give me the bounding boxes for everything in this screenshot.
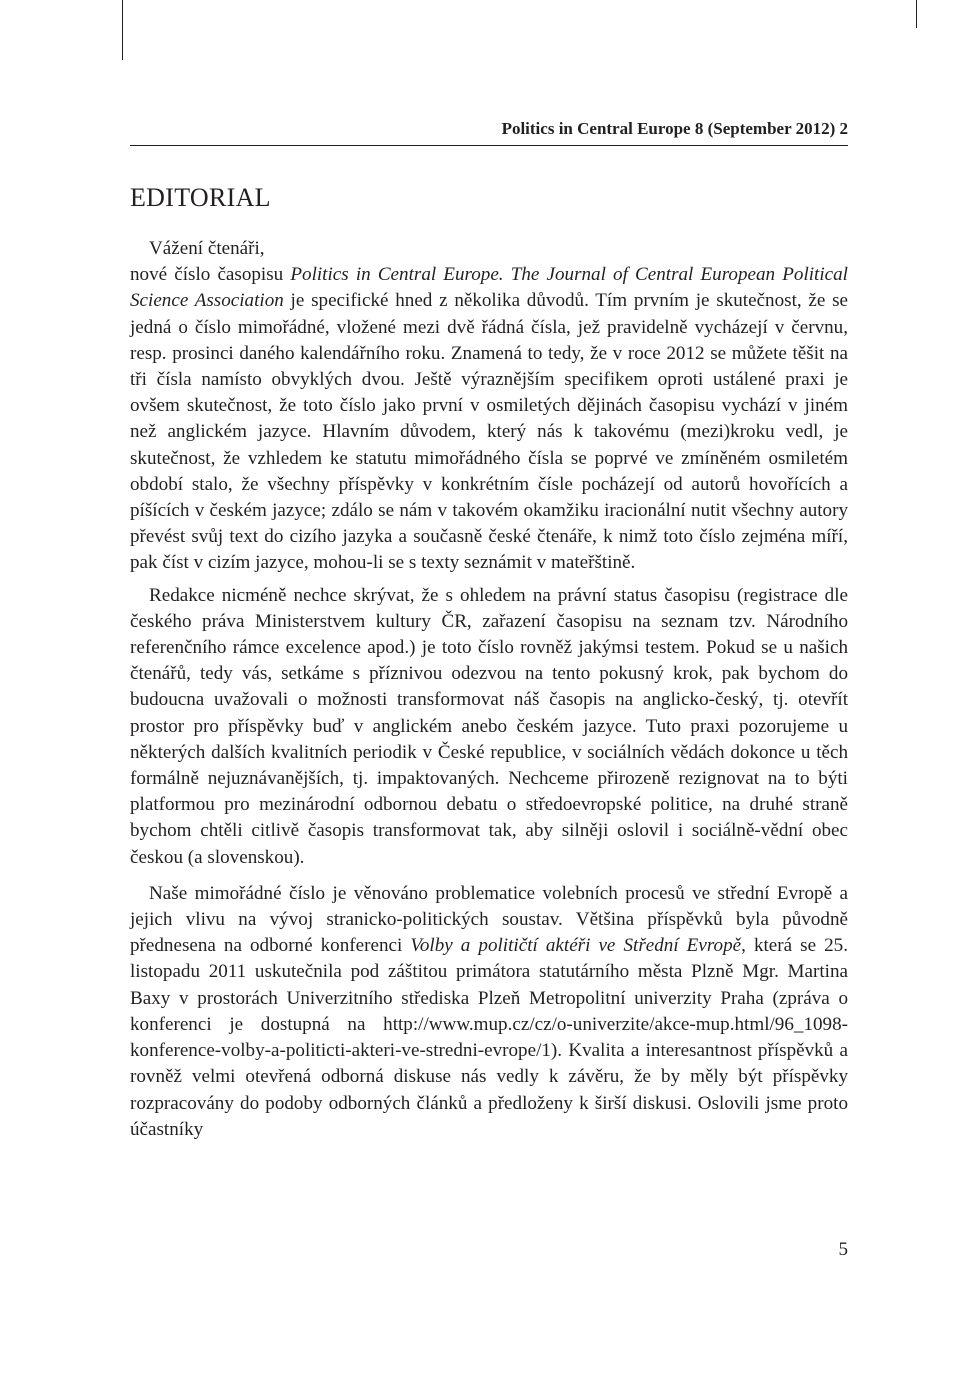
section-title: EDITORIAL: [130, 183, 271, 213]
paragraph-2: Redakce nicméně nechce skrývat, že s ohledem na právní status časopisu (registrace dle českého práva Ministerstvem kultury ČR, zařazení časopisu na seznam tzv. Národního referenčního rámce excelence apod.) je toto číslo rovněž jakýmsi testem. Pokud se u našich čtenářů, tedy vás, setkáme s příznivou odezvou na tento pokusný krok, pak bychom do budoucna uvažovali o možnosti transformovat náš časopis na anglicko-český, tj. otevřít prostor pro příspěvky buď v anglickém anebo českém jazyce. Tuto praxi pozorujeme u některých dalších kvalitních periodik v České republice, v sociálních vědách dokonce u těch formálně nejuznávanějších, tj. impaktovaných. Nechceme přirozeně rezignovat na to býti platformou pro mezinárodní odbornou debatu o středoevropské politice, na druhé straně bychom chtěli citlivě časopis transformovat tak, aby silněji oslovil i sociálně-vědní obec českou (a slovenskou).: [130, 584, 848, 868]
salutation: Vážení čtenáři,: [149, 238, 265, 259]
paragraph-3-text-b: , která se 25. listopadu 2011 uskutečnila pod záštitou primátora statutárního města Plzně Mgr. Martina Baxy v prostorách Univerzitního střediska Plzeň Metropolitní univerzity Praha (zpráva o konferenci je dostupná na http://www.mup.cz/cz/o-univerzite/akce-mup.html/96_1098-konference-volby-a-politicti-akteri-ve-stredni-evrope/1). Kvalita a interesantnost příspěvků a rovněž velmi otevřená odborná diskuse nás vedly k závěru, že by měly být příspěvky rozpracovány do podoby odborných článků a předloženy k širší diskusi. Oslovili jsme proto účastníky: [130, 935, 848, 1140]
crop-mark-top-left: [122, 0, 123, 60]
journal-name: Politics in Central Europe. The Journal of Central European Political Science Association: [130, 264, 848, 312]
paragraph-1: [130, 262, 848, 576]
article-body: [130, 236, 848, 1143]
paragraph-3-text-a: Naše mimořádné číslo je věnováno problematice volebních procesů ve střední Evropě a jejich vlivu na vývoj stranicko-politických soustav. Většina příspěvků byla původně přednesena na odborné konferenci: [130, 882, 848, 957]
running-header: Politics in Central Europe 8 (September 2012) 2: [501, 119, 848, 138]
header-rule: [130, 145, 848, 146]
conference-name: Volby a političtí aktéři ve Střední Evropě: [410, 935, 742, 957]
crop-mark-top-right: [916, 0, 917, 28]
paragraph-1-text-a: nové číslo časopisu: [130, 264, 291, 286]
paragraph-1-text-b: je specifické hned z několika důvodů. Tím prvním je skutečnost, že se jedná o číslo mimořádné, vložené mezi dvě řádná čísla, jež pravidelně vycházejí v červnu, resp. prosinci daného kalendářního roku. Znamená to tedy, že v roce 2012 se můžete těšit na tři čísla namísto obvyklých dvou. Ještě výraznějším specifikem oproti ustálené praxi je ovšem skutečnost, že toto číslo jako první v osmiletých dějinách časopisu vychází v jiném než anglickém jazyce. Hlavním důvodem, který nás k takovému (mezi)kroku vedl, je skutečnost, že vzhledem ke statutu mimořádného čísla se poprvé ve zmíněném osmiletém období stalo, že všechny příspěvky v konkrétním čísle pocházejí od autorů hovořících a píšících v českém jazyce; zdálo se nám v takovém okamžiku iracionální nutit všechny autory převést svůj text do cizího jazyka a současně české čtenáře, k nimž toto číslo zejména míří, pak číst v cizím jazyce, mohou-li se s texty seznámit v mateřštině.: [130, 290, 848, 574]
page-number: 5: [838, 1239, 848, 1260]
paragraph-3: [130, 881, 848, 1143]
